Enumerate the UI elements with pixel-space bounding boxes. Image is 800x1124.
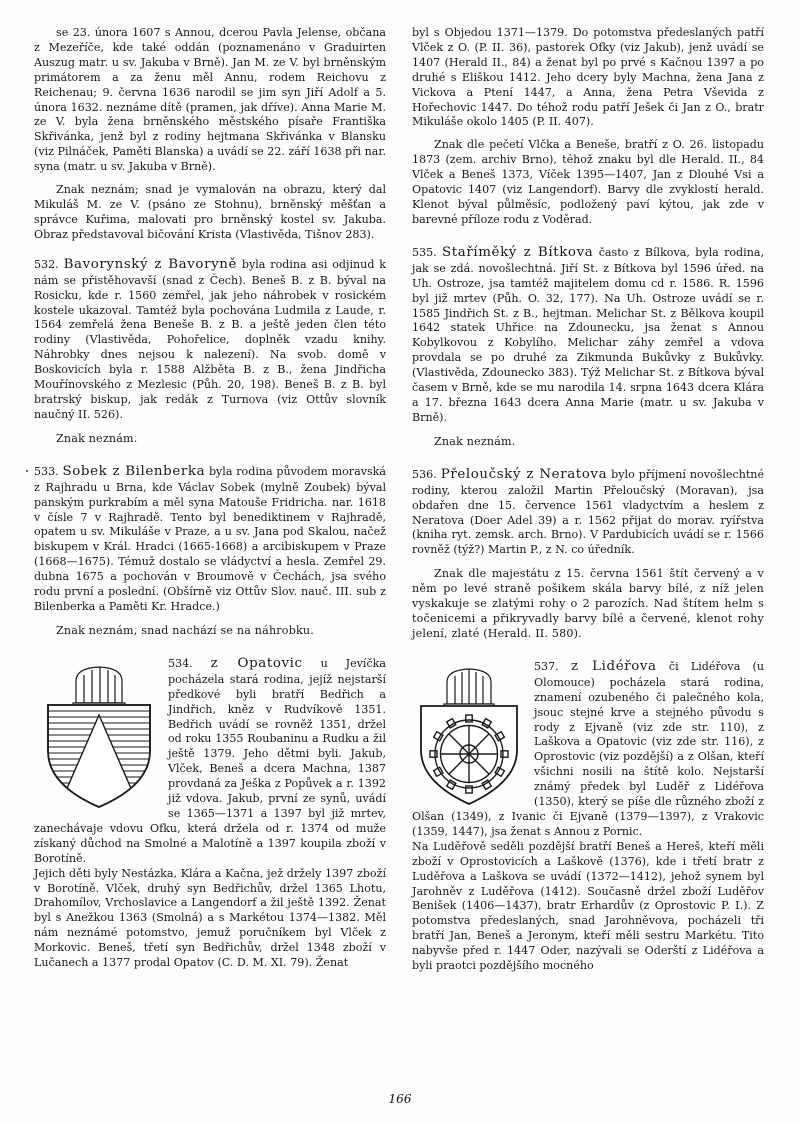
entry-body: [34, 256, 386, 423]
paragraph: se 23. února 1607 s Annou, dcerou Pavla Jelense, občana z Mezeříče, kde také oddán (poznamenáno v Graduirten Auszug matr. u sv. Jakuba v Brně). Jan M. ze V. byl brněnským primátorem a za ženu měl Annu, rodem Reichovu z Reichenau; 9. června 1636 narodil se jim syn Jiří Adolf a 5. února 1632. neznáme dítě (pramen, jak dříve). Anna Marie M. ze V. byla žena brněnského městského písaře Františka Skřivánka, jenž byl z rodiny hejtmana Skřivánka v Blansku (viz Pilnáček, Paměti Blanska) a uvádí se 22. září 1638 při nar. syna (matr. u sv. Jakuba v Brně).: [34, 26, 386, 174]
entry-536: [412, 466, 764, 642]
entry-znak: Znak dle majestátu z 15. června 1561 štít červený a v něm po levé straně pošikem skála barvy bílé, z níž jelen vyskakuje se zlatými rohy o 2 parozích. Nad štítem helm s točenicemi a přikryvadly barvy bílé a červené, klenot rohy jelení, zlaté (Herald. II. 580).: [412, 567, 764, 640]
entry-title: z Lidéřova: [570, 658, 657, 674]
entry-znak: Znak neznám.: [434, 434, 516, 448]
entry-number: 532.: [34, 257, 59, 271]
coat-of-arms-shield-537: [414, 662, 524, 804]
entry-number: 534.: [168, 656, 193, 670]
entry-text: byla rodina asi odjinud k nám se přistěhovavší (snad z Čech). Beneš B. z B. býval na Rosicku, kde r. 1560 zemřel, jak jeho náhrobek v rosickém kostele ukazoval. Tamtéž byla pochována Ludmila z Laude, r. 1564 zemřelá žena Beneše B. z B. a ještě jeden člen této rodiny (Vlastivěda, Pohořelice, doplněk vzadu knihy. Náhrobky dnes nejsou k nalezení). Na svob. domě v Boskovicích byla r. 1588 Alžběta B. z B., žena Jindřicha Mouřínovského z Mezlesic (Půh. 20, 198). Beneš B. z B. byl bratrský biskup, jak redák z Turnova (viz Ottův slovník naučný II. 526).: [34, 257, 387, 421]
entry-znak: Znak neznám, snad nachází se na náhrobku.: [56, 623, 314, 637]
entry-title: Staříměký z Bítkova: [442, 244, 594, 260]
entry-number: 536.: [412, 467, 437, 481]
paragraph-znak-note: Znak neznám; snad je vymalován na obrazu, který dal Mikuláš M. ze V. (psáno ze Stohnu), brněnský měšťan a správce Kuřima, malovati pro brněnský kostel sv. Jakuba. Obraz představoval bičování Krista (Vlastivěda, Tišnov 283).: [34, 183, 386, 241]
entry-title: Bavorynský z Bavoryně: [63, 256, 237, 272]
entry-text: byla rodina původem moravská z Rajhradu u Brna, kde Václav Sobek (mylně Zoubek) býval panským purkrabím a měl syna Matouše Fridricha. nar. 1618 v čísle 7 v Rajhradě. Tento byl benediktinem v Rajhradě, opatem u sv. Mikuláše v Praze, a u sv. Jana pod Skalou, načež biskupem v Král. Hradci (1665-1668) a arcibiskupem v Praze (1668—1675). Témuž dostalo se vládyctví a hesla. Zemřel 29. dubna 1675 a pochován v Broumově v Čechách, jsa svého rodu první a poslední. (Obšírně viz Ottův Slov. nauč. III. sub z Bilenberka a Paměti Kr. Hradce.): [34, 464, 386, 613]
entry-532: [34, 256, 386, 447]
entry-number: 535.: [412, 245, 437, 259]
paragraph: byl s Objedou 1371—1379. Do potomstva předeslaných patří Vlček z O. (P. II. 36), pastorek Ofky (viz Jakub), jenž uvádí se 1407 (Herald II., 84) a ženat byl po prvé s Kačnou 1397 a po druhé s Eliškou 1412. Jeho dcery byly Machna, žena Jana z Vickova a Ptení 1447, a Anna, žena Petra Vševida z Hořechovic 1447. Do téhož rodu patří Ješek či Jan z O., bratr Mikuláše okolo 1405 (P. II. 407).: [412, 26, 764, 129]
entry-text: často z Bílkova, byla rodina, jak se zdá. novošlechtná. Jiří St. z Bítkova byl 1596 úřed. na Uh. Ostroze, jsa tamtéž majitelem domu cd r. 1586. R. 1596 byl již mrtev (Půh. O. 32, 177). Na Uh. Ostroze uvádí se r. 1585 Jindřich St. z B., hejtman. Melichar St. z Bělkova koupil 1642 statek Uhřice na Zdounecku, jsa ženat s Annou Kobylkovou z Kobylího. Melichar záhy zemřel a vdova provdala se po druhé za Zikmunda Bukůvky z Bukůvky. (Vlastivěda, Zdounecko 383). Týž Melichar St. z Bítkova býval časem v Brně, kde se mu narodila 14. srpna 1643 dcera Klára a 17. března 1643 dcera Anna Marie (matr. u sv. Jakuba v Brně).: [412, 245, 764, 424]
entry-title: z Opatovic: [210, 655, 303, 671]
entry-text: či Lidéřova (u Olomouce) pocházela stará rodina, znamení ozubeného či palečného kola, jsouc stejné krve a stejného původu s rody z Ejvaně (viz zde str. 110), z Laškova a Opatovic (viz zde str. 116), z Oprostovic (viz pozdější) a z Olšan, kteří všichni nosili na štítě kolo. Nejstarší známý předek byl Luděř z Lidéřova (1350), který se píše dle různého zboží z Olšan (1349), z Ivanic či Ejvaně (1379—1397), z Vrakovic (1359, 1447), jsa ženat s Annou z Pornic.: [412, 659, 765, 838]
entry-title: Přeloučský z Neratova: [440, 466, 608, 482]
page-speck: [26, 470, 28, 472]
entry-body-continued: Jejich děti byly Nestázka, Klára a Kačna, jež držely 1397 zboží v Borotíně. Vlček, druhý syn Bedřichův, držel 1365 Lhotu, Drahomílov, Vrchoslavice a Langendorf a žil ještě 1392. Ženat byl s Anežkou 1363 (Smolná) a s Markétou 1374—1382. Měl nám neznámé potomstvo, jemuž poručníkem byl Vlček z Morkovic. Beneš, třetí syn Bedřichův, držel 1348 zboží v Lučanech a 1377 prodal Opatov (C. D. M. XI. 79). Ženat: [34, 866, 386, 970]
entry-537: [412, 658, 764, 974]
coat-of-arms-shield-534: [40, 659, 158, 809]
left-column: [34, 26, 386, 1066]
entry-number: 537.: [534, 659, 559, 673]
entry-534: [34, 655, 386, 971]
entry-number: 533.: [34, 464, 59, 478]
two-column-layout: [34, 26, 766, 1066]
entry-body: [412, 244, 764, 426]
entry-535: [412, 244, 764, 450]
entry-body: [412, 466, 764, 559]
right-column: [412, 26, 764, 1066]
entry-title: Sobek z Bilenberka: [62, 463, 206, 479]
paragraph-znak-note: Znak dle pečetí Vlčka a Beneše, bratří z O. 26. listopadu 1873 (zem. archiv Brno), téhož znaku byl dle Herald. II., 84 Vlček a Beneš 1373, Víček 1395—1407, Jan z Dlouhé Vsi a Opatovic 1407 (viz Langendorf). Barvy dle zvyklostí herald. Klenot býval půlměsíc, podložený paví kýtou, jak zde v barevné příloze rodu z Voděrad.: [412, 138, 764, 226]
entry-body-continued: Na Luděřově seděli pozdější bratří Beneš a Hereš, kteří měli zboží v Oprostovicích a Laškově (1376), kde i třetí bratr z Luděřova a Laškova se uvádí (1372—1412), jehož synem byl Jarohněv z Luděřova (1412). Současně držel zboží Luděřov Benišek (1406—1437), bratr Erhardův (z Oprostovic P. I.). Z potomstva předeslaných, snad Jarohněvova, pocházeli tři bratří Jan, Beneš a Jeronym, kteří měli sestru Markétu. Tito nabyvše před r. 1447 Oder, nazývali se Oderští z Lidéřova a byli praotci pozdějšího mocného: [412, 839, 764, 973]
page-number: 166: [388, 1092, 412, 1106]
entry-znak: Znak neznám.: [56, 431, 138, 445]
entry-body: [34, 463, 386, 615]
entry-text: u Jevíčka pocházela stará rodina, jejíž nejstarší předkové byli bratří Bedřich a Jindřich, kněz v Rudvíkově 1351. Bedřich uvádí se rovněž 1351, držel od roku 1355 Roubaninu a Rudku a žil ještě 1379. Jeho dětmi byli. Jakub, Vlček, Beneš a dcera Machna, 1387 provdaná za Ješka z Popůvek a r. 1392 již vdova. Jakub, první ze synů, uvádí se 1365—1371 a 1397 byl již mrtev, zanechávaje vdovu Ofku, která držela od r. 1374 od muže získaný důchod na Smolné a Malotíně a 1397 koupila zboží v Borotíně.: [34, 656, 387, 865]
entry-text: bylo příjmení novošlechtné rodiny, kterou založil Martin Přeloučský (Moravan), jsa obdařen dne 15. července 1561 vladyctvím a heslem z Neratova (Doer Adel 39) a r. 1562 přijat do morav. ryířstva (kniha ryt. zemsk. arch. Brno). V Pardubicích uvádí se r. 1566 rovněž (týž?) Martin P., z N. co úředník.: [412, 467, 765, 557]
entry-533: [34, 463, 386, 639]
